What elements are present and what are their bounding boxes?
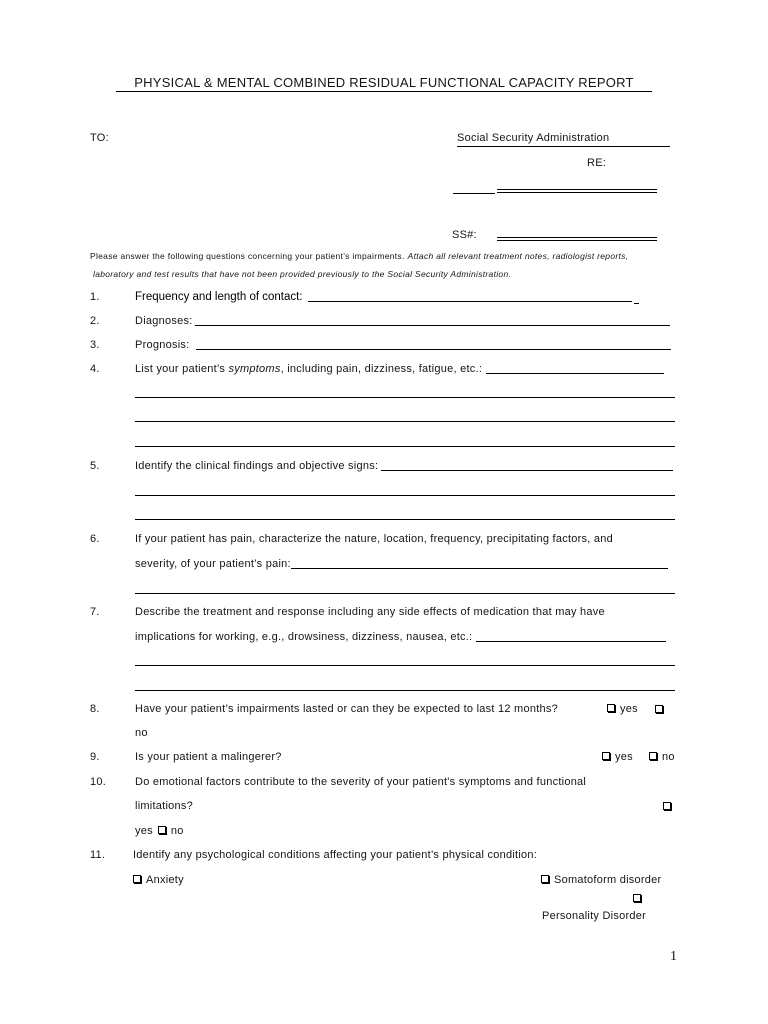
question-2-text: Diagnoses: xyxy=(135,315,193,327)
instructions-attach-note-cont: laboratory and test results that have not been provided previously to the Social Security Administration. xyxy=(93,269,512,279)
question-number: 7. xyxy=(90,606,100,618)
question-5-text: Identify the clinical findings and objective signs: xyxy=(135,460,379,472)
option-label: yes xyxy=(620,703,638,715)
answer-line[interactable] xyxy=(308,301,633,302)
answer-line[interactable] xyxy=(476,641,666,642)
question-number: 4. xyxy=(90,363,100,375)
option-row xyxy=(135,824,184,838)
question-7-text: Describe the treatment and response including any side effects of medication that may have xyxy=(135,606,605,618)
question-number: 10. xyxy=(90,776,107,788)
question-number: 5. xyxy=(90,460,100,472)
answer-line[interactable] xyxy=(135,665,675,666)
question-10-text: Do emotional factors contribute to the severity of your patient's symptoms and functional xyxy=(135,776,587,788)
option-anxiety[interactable] xyxy=(133,873,184,887)
question-10-text-cont: limitations? xyxy=(135,800,194,812)
question-6-text-cont: severity, of your patient’s pain: xyxy=(135,558,291,570)
checkbox-icon[interactable] xyxy=(649,752,657,760)
option-label: Personality Disorder xyxy=(542,910,647,922)
question-number: 3. xyxy=(90,339,100,351)
option-label: no xyxy=(135,727,148,739)
option-label: no xyxy=(662,751,675,763)
question-number: 2. xyxy=(90,315,100,327)
page-title: PHYSICAL & MENTAL COMBINED RESIDUAL FUNCTIONAL CAPACITY REPORT xyxy=(116,74,652,92)
question-9-text: Is your patient a malingerer? xyxy=(135,751,282,763)
option-yes[interactable] xyxy=(602,750,633,764)
checkbox-icon[interactable] xyxy=(663,802,671,810)
question-2-row xyxy=(135,314,670,328)
question-4-row xyxy=(135,362,664,376)
question-4-text-end: , including pain, dizziness, fatigue, etc.: xyxy=(280,363,483,375)
ss-number-line[interactable] xyxy=(497,237,657,241)
option-label: no xyxy=(170,825,184,837)
question-3-text: Prognosis: xyxy=(135,339,190,351)
answer-line[interactable] xyxy=(135,495,675,496)
re-line-short[interactable] xyxy=(453,193,495,194)
answer-line[interactable] xyxy=(135,690,675,691)
re-line[interactable] xyxy=(497,189,657,193)
question-number: 8. xyxy=(90,703,100,715)
question-4-text xyxy=(135,362,482,376)
answer-line[interactable] xyxy=(135,519,675,520)
ss-number-label: SS#: xyxy=(452,229,477,241)
to-recipient: Social Security Administration xyxy=(457,131,670,147)
question-4-text-start: List your patient’s xyxy=(135,363,229,375)
to-label: TO: xyxy=(90,132,109,144)
checkbox-icon[interactable] xyxy=(607,704,615,712)
question-6-row xyxy=(135,557,668,571)
answer-line[interactable] xyxy=(486,373,664,374)
re-label: RE: xyxy=(587,157,607,169)
question-number: 1. xyxy=(90,291,100,303)
checkbox-icon[interactable] xyxy=(133,875,141,883)
answer-line[interactable] xyxy=(135,593,675,594)
option-yes[interactable] xyxy=(607,702,638,716)
question-6-text: If your patient has pain, characterize the nature, location, frequency, precipitating factors, and xyxy=(135,533,614,545)
question-8-text: Have your patient’s impairments lasted or can they be expected to last 12 months? xyxy=(135,703,558,715)
question-1-text: Frequency and length of contact: xyxy=(135,291,303,303)
answer-line[interactable] xyxy=(196,349,671,350)
checkbox-icon[interactable] xyxy=(655,705,663,713)
checkbox-icon[interactable] xyxy=(541,875,549,883)
question-number: 9. xyxy=(90,751,100,763)
answer-line[interactable] xyxy=(195,325,670,326)
option-label: Somatoform disorder xyxy=(554,874,662,886)
question-4-emphasis: symptoms xyxy=(228,363,281,375)
question-1-row xyxy=(135,290,632,304)
page-number: 1 xyxy=(670,949,677,964)
instructions-attach-note: Attach all relevant treatment notes, radiologist reports, xyxy=(407,251,629,261)
option-label: yes xyxy=(135,825,153,837)
question-5-row xyxy=(135,459,673,473)
question-7-text-cont: implications for working, e.g., drowsiness, dizziness, nausea, etc.: xyxy=(135,631,473,643)
option-label: Anxiety xyxy=(146,874,184,886)
question-number: 11. xyxy=(90,849,106,861)
option-somatoform[interactable] xyxy=(541,873,661,887)
instructions-line-2 xyxy=(90,269,511,280)
option-label: yes xyxy=(615,751,633,763)
checkbox-icon[interactable] xyxy=(602,752,610,760)
answer-line[interactable] xyxy=(291,568,668,569)
question-3-row xyxy=(135,338,671,352)
instructions-text: Please answer the following questions concerning your patient’s impairments. xyxy=(90,251,405,261)
answer-line[interactable] xyxy=(135,397,675,398)
answer-line[interactable] xyxy=(381,470,673,471)
checkbox-icon[interactable] xyxy=(633,894,641,902)
option-no[interactable] xyxy=(649,750,675,764)
question-number: 6. xyxy=(90,533,100,545)
answer-line[interactable] xyxy=(135,446,675,447)
question-7-row xyxy=(135,630,666,644)
answer-line[interactable] xyxy=(135,421,675,422)
answer-line-tail xyxy=(634,303,639,304)
checkbox-icon[interactable] xyxy=(158,826,166,834)
instructions-line-1 xyxy=(90,251,628,262)
question-11-text: Identify any psychological conditions affecting your patient’s physical condition: xyxy=(133,849,538,861)
